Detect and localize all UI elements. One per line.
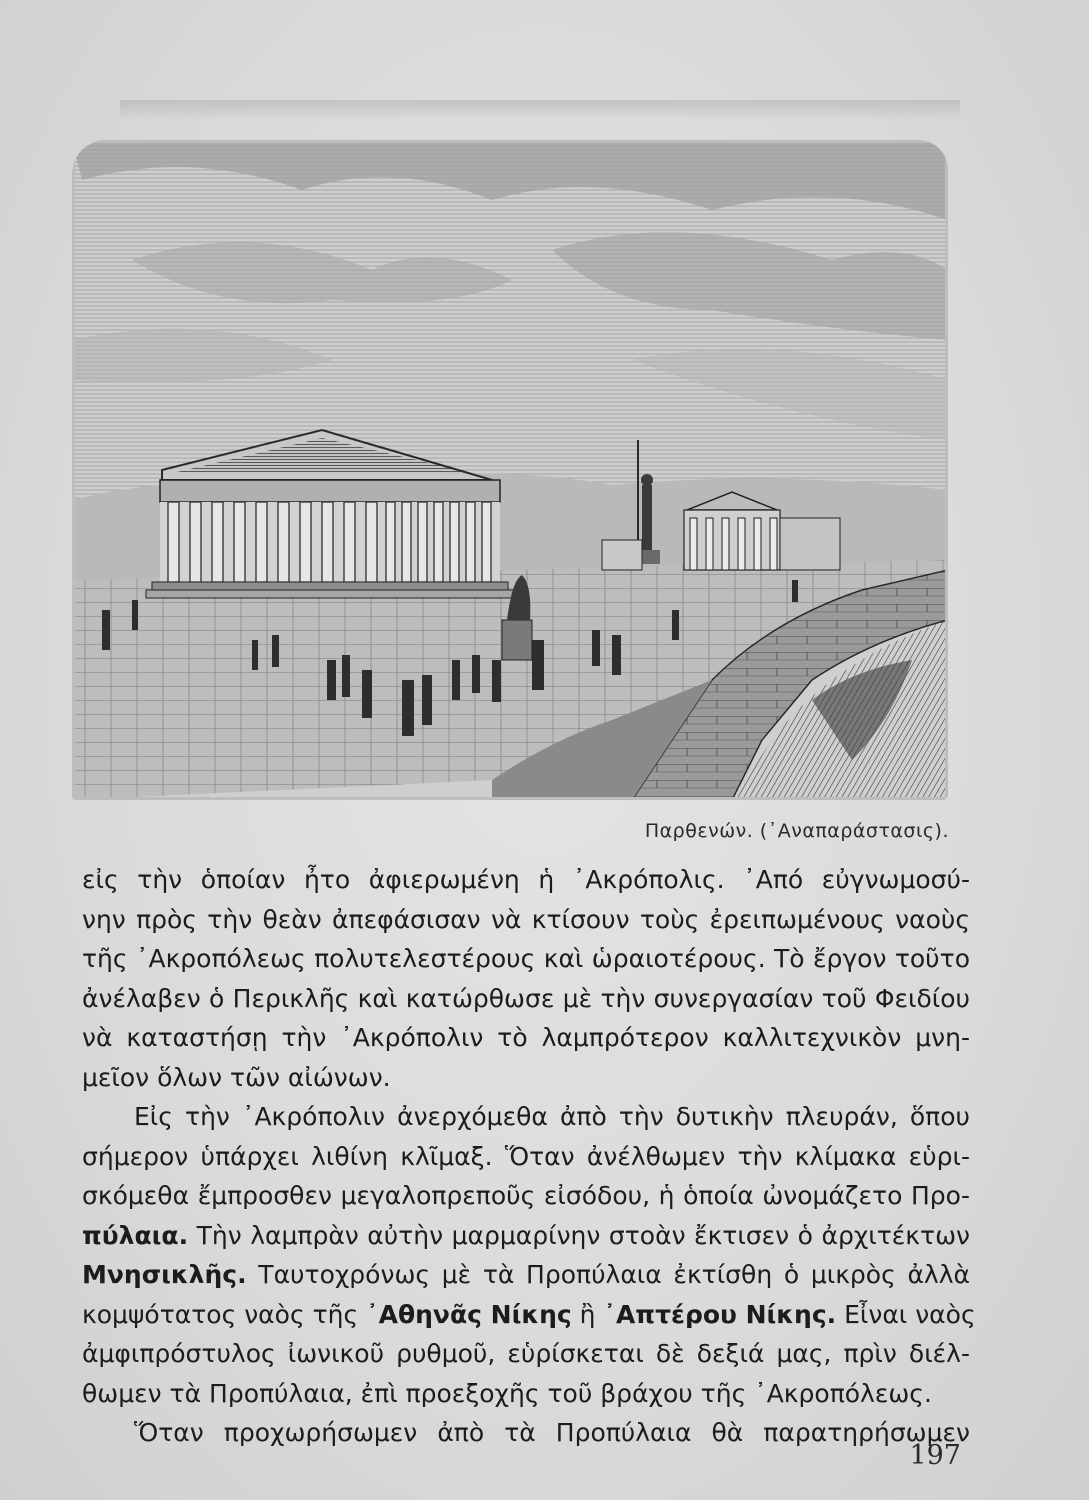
text-line: σήμερον ὑπάρχει λιθίνη κλῖμαξ. Ὅταν ἀνέλθωμεν τὴν κλίμακα εὑρι- [82,1141,970,1171]
text-line [82,1216,970,1256]
term-apteros-nike: ᾿Απτέρου Νίκης. [603,1299,837,1329]
text-span: ἢ [571,1299,604,1329]
text-span: Τὴν λαμπρὰν αὐτὴν μαρμαρίνην στοὰν ἔκτισεν ὁ ἀρχιτέκτων [188,1220,970,1250]
figure-caption: Παρθενών. (᾿Αναπαράστασις). [644,820,949,842]
text-span: Ταυτοχρόνως μὲ τὰ Προπύλαια ἐκτίσθη ὁ μικρὸς ἀλλὰ [246,1260,970,1289]
term-athena-nike: ᾿Αθηνᾶς Νίκης [366,1299,572,1329]
text-span: κομψότατος ναὸς τῆς [82,1299,367,1329]
text-line: σκόμεθα ἔμπροσθεν μεγαλοπρεποῦς εἰσόδου, ἡ ὁποία ὠνομάζετο Προ- [82,1181,970,1210]
text-line: ἀνέλαβεν ὁ Περικλῆς καὶ κατώρθωσε μὲ τὴν συνεργασίαν τοῦ Φειδίου [82,983,970,1013]
text-line: Ὅταν προχωρήσωμεν ἀπὸ τὰ Προπύλαια θὰ παρατηρήσωμεν [134,1418,970,1447]
body-text [82,860,976,1453]
text-line: Εἰς τὴν ᾿Ακρόπολιν ἀνερχόμεθα ἀπὸ τὴν δυτικὴν πλευράν, ὅπου [134,1102,970,1131]
text-line: θωμεν τὰ Προπύλαια, ἐπὶ προεξοχῆς τοῦ βράχου τῆς ᾿Ακροπόλεως. [82,1378,932,1408]
text-line: ἀμφιπρόστυλος ἰωνικοῦ ρυθμοῦ, εὑρίσκεται δὲ δεξιά μας, πρὶν διέλ- [82,1339,970,1368]
text-span: Εἶναι ναὸς [836,1299,976,1329]
text-line: νην πρὸς τὴν θεὰν ἀπεφάσισαν νὰ κτίσουν τοὺς ἐρειπωμένους ναοὺς [82,904,970,934]
text-line: νὰ καταστήσῃ τὴν ᾿Ακρόπολιν τὸ λαμπρότερον καλλιτεχνικὸν μνη- [82,1023,970,1052]
text-line: τῆς ᾿Ακροπόλεως πολυτελεστέρους καὶ ὡραιοτέρους. Τὸ ἔργον τοῦτο [82,944,970,973]
text-line [82,1255,970,1295]
parthenon-illustration [72,140,948,800]
bleed-through-shadow [120,100,960,120]
page-number: 197 [909,1440,961,1471]
text-line: εἰς τὴν ὁποίαν ἦτο ἀφιερωμένη ἡ ᾿Ακρόπολις. ᾿Από εὐγνωμοσύ- [82,865,970,894]
term-mnesicles: Μνησικλῆς. [82,1260,247,1289]
text-line: μεῖον ὅλων τῶν αἰώνων. [82,1062,391,1092]
term-propylaea: πύλαια. [82,1220,189,1250]
text-line [82,1295,976,1335]
